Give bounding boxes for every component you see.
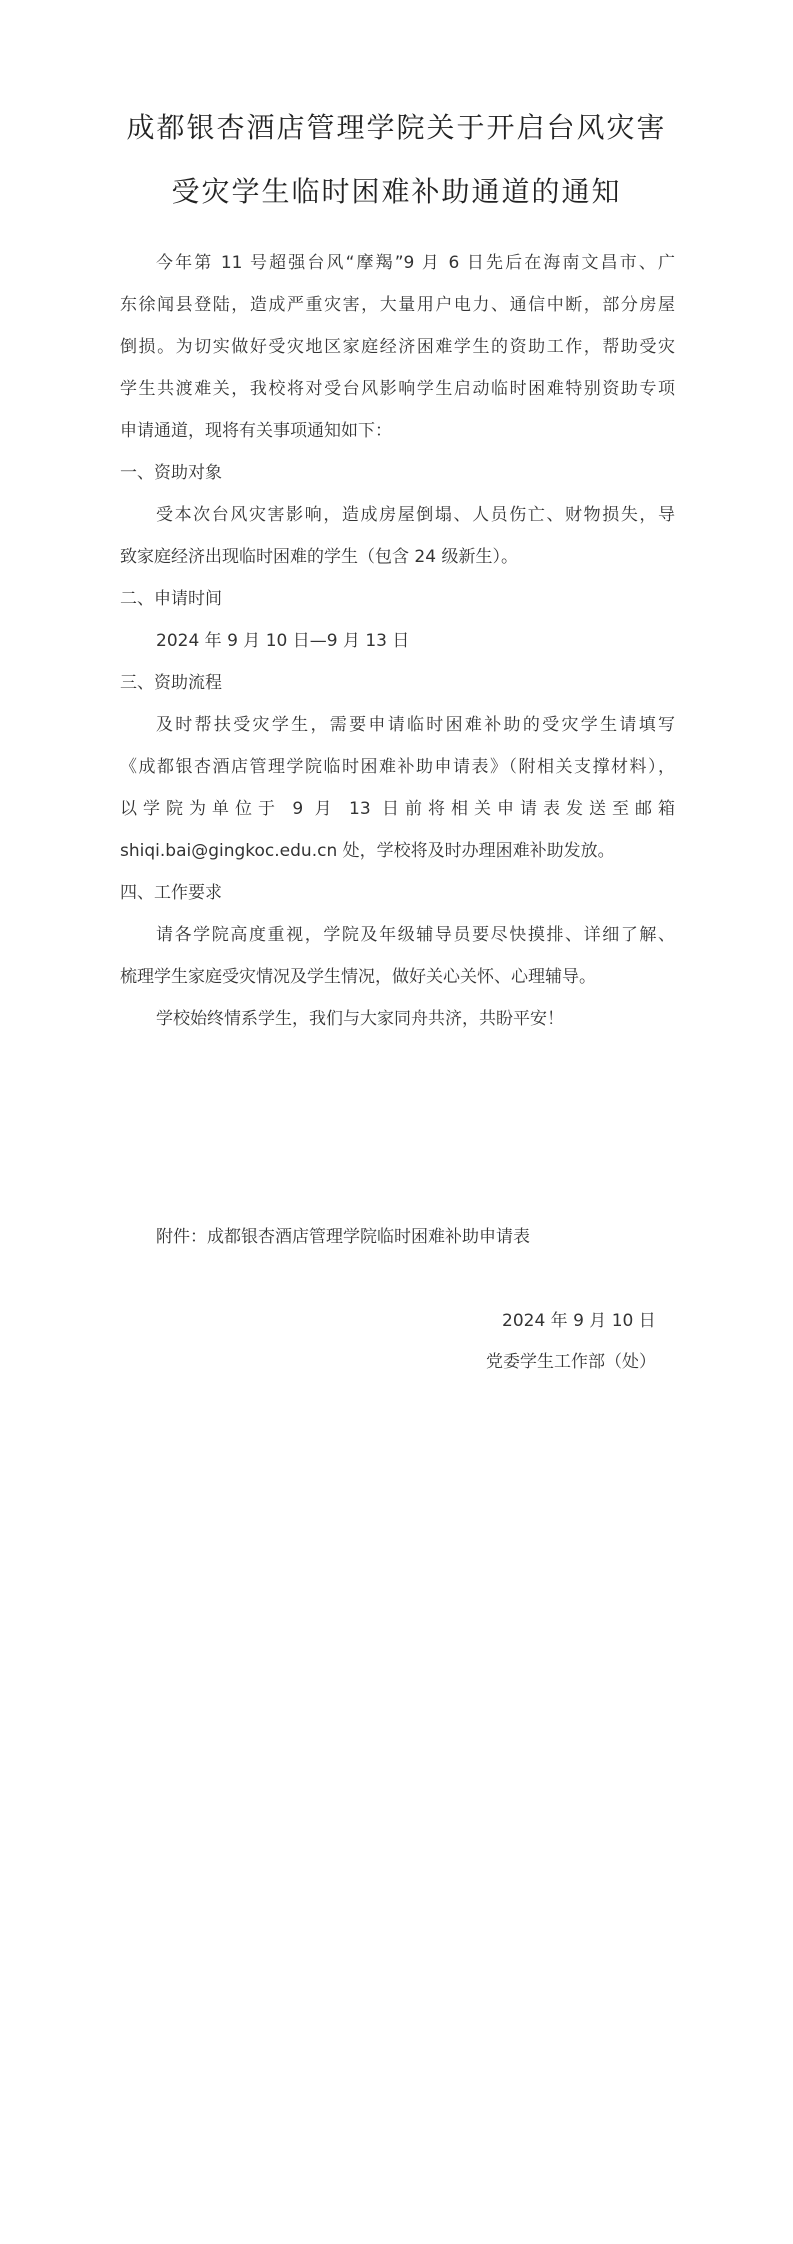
process-line: 及时帮扶受灾学生，需要申请临时困难补助的受灾学生请填写 (156, 715, 675, 735)
attachment-note: 附件：成都银杏酒店管理学院临时困难补助申请表 (156, 1227, 530, 1247)
requirements-line: 梳理学生家庭受灾情况及学生情况，做好关心关怀、心理辅导。 (120, 967, 596, 987)
signature-department: 党委学生工作部（处） (486, 1352, 656, 1372)
section-recipients-paragraph (120, 494, 675, 578)
closing-remark: 学校始终情系学生，我们与大家同舟共济，共盼平安！ (156, 1009, 564, 1029)
document-body (120, 242, 675, 1040)
section-heading-process: 三、资助流程 (120, 673, 222, 693)
process-line: 以学院为单位于 9 月 13 日前将相关申请表发送至邮箱 (120, 799, 675, 819)
process-line: 《成都银杏酒店管理学院临时困难补助申请表》（附相关支撑材料）， (120, 757, 675, 777)
intro-line: 倒损。为切实做好受灾地区家庭经济困难学生的资助工作，帮助受灾 (120, 337, 675, 357)
document-title-line-1: 成都银杏酒店管理学院关于开启台风灾害 (126, 111, 667, 144)
intro-line: 申请通道，现将有关事项通知如下： (120, 421, 392, 441)
requirements-line: 请各学院高度重视，学院及年级辅导员要尽快摸排、详细了解、 (156, 925, 675, 945)
recipients-line: 致家庭经济出现临时困难的学生（包含 24 级新生）。 (120, 547, 518, 567)
signature-date: 2024 年 9 月 10 日 (502, 1311, 656, 1331)
intro-line: 今年第 11 号超强台风“摩羯”9 月 6 日先后在海南文昌市、广 (156, 253, 675, 273)
document-title-line-2: 受灾学生临时困难补助通道的通知 (171, 175, 622, 208)
intro-paragraph (120, 242, 675, 452)
recipients-line: 受本次台风灾害影响，造成房屋倒塌、人员伤亡、财物损失，导 (156, 505, 675, 525)
section-process-paragraph (120, 704, 675, 872)
section-heading-recipients: 一、资助对象 (120, 463, 222, 483)
intro-line: 东徐闻县登陆，造成严重灾害，大量用户电力、通信中断，部分房屋 (120, 295, 675, 315)
section-heading-application-time: 二、申请时间 (120, 589, 222, 609)
section-requirements-paragraph (120, 914, 675, 998)
process-line-email: shiqi.bai@gingkoc.edu.cn 处，学校将及时办理困难补助发放。 (120, 841, 615, 861)
application-time-text: 2024 年 9 月 10 日—9 月 13 日 (156, 631, 410, 651)
section-heading-requirements: 四、工作要求 (120, 883, 222, 903)
intro-line: 学生共渡难关，我校将对受台风影响学生启动临时困难特别资助专项 (120, 379, 675, 399)
